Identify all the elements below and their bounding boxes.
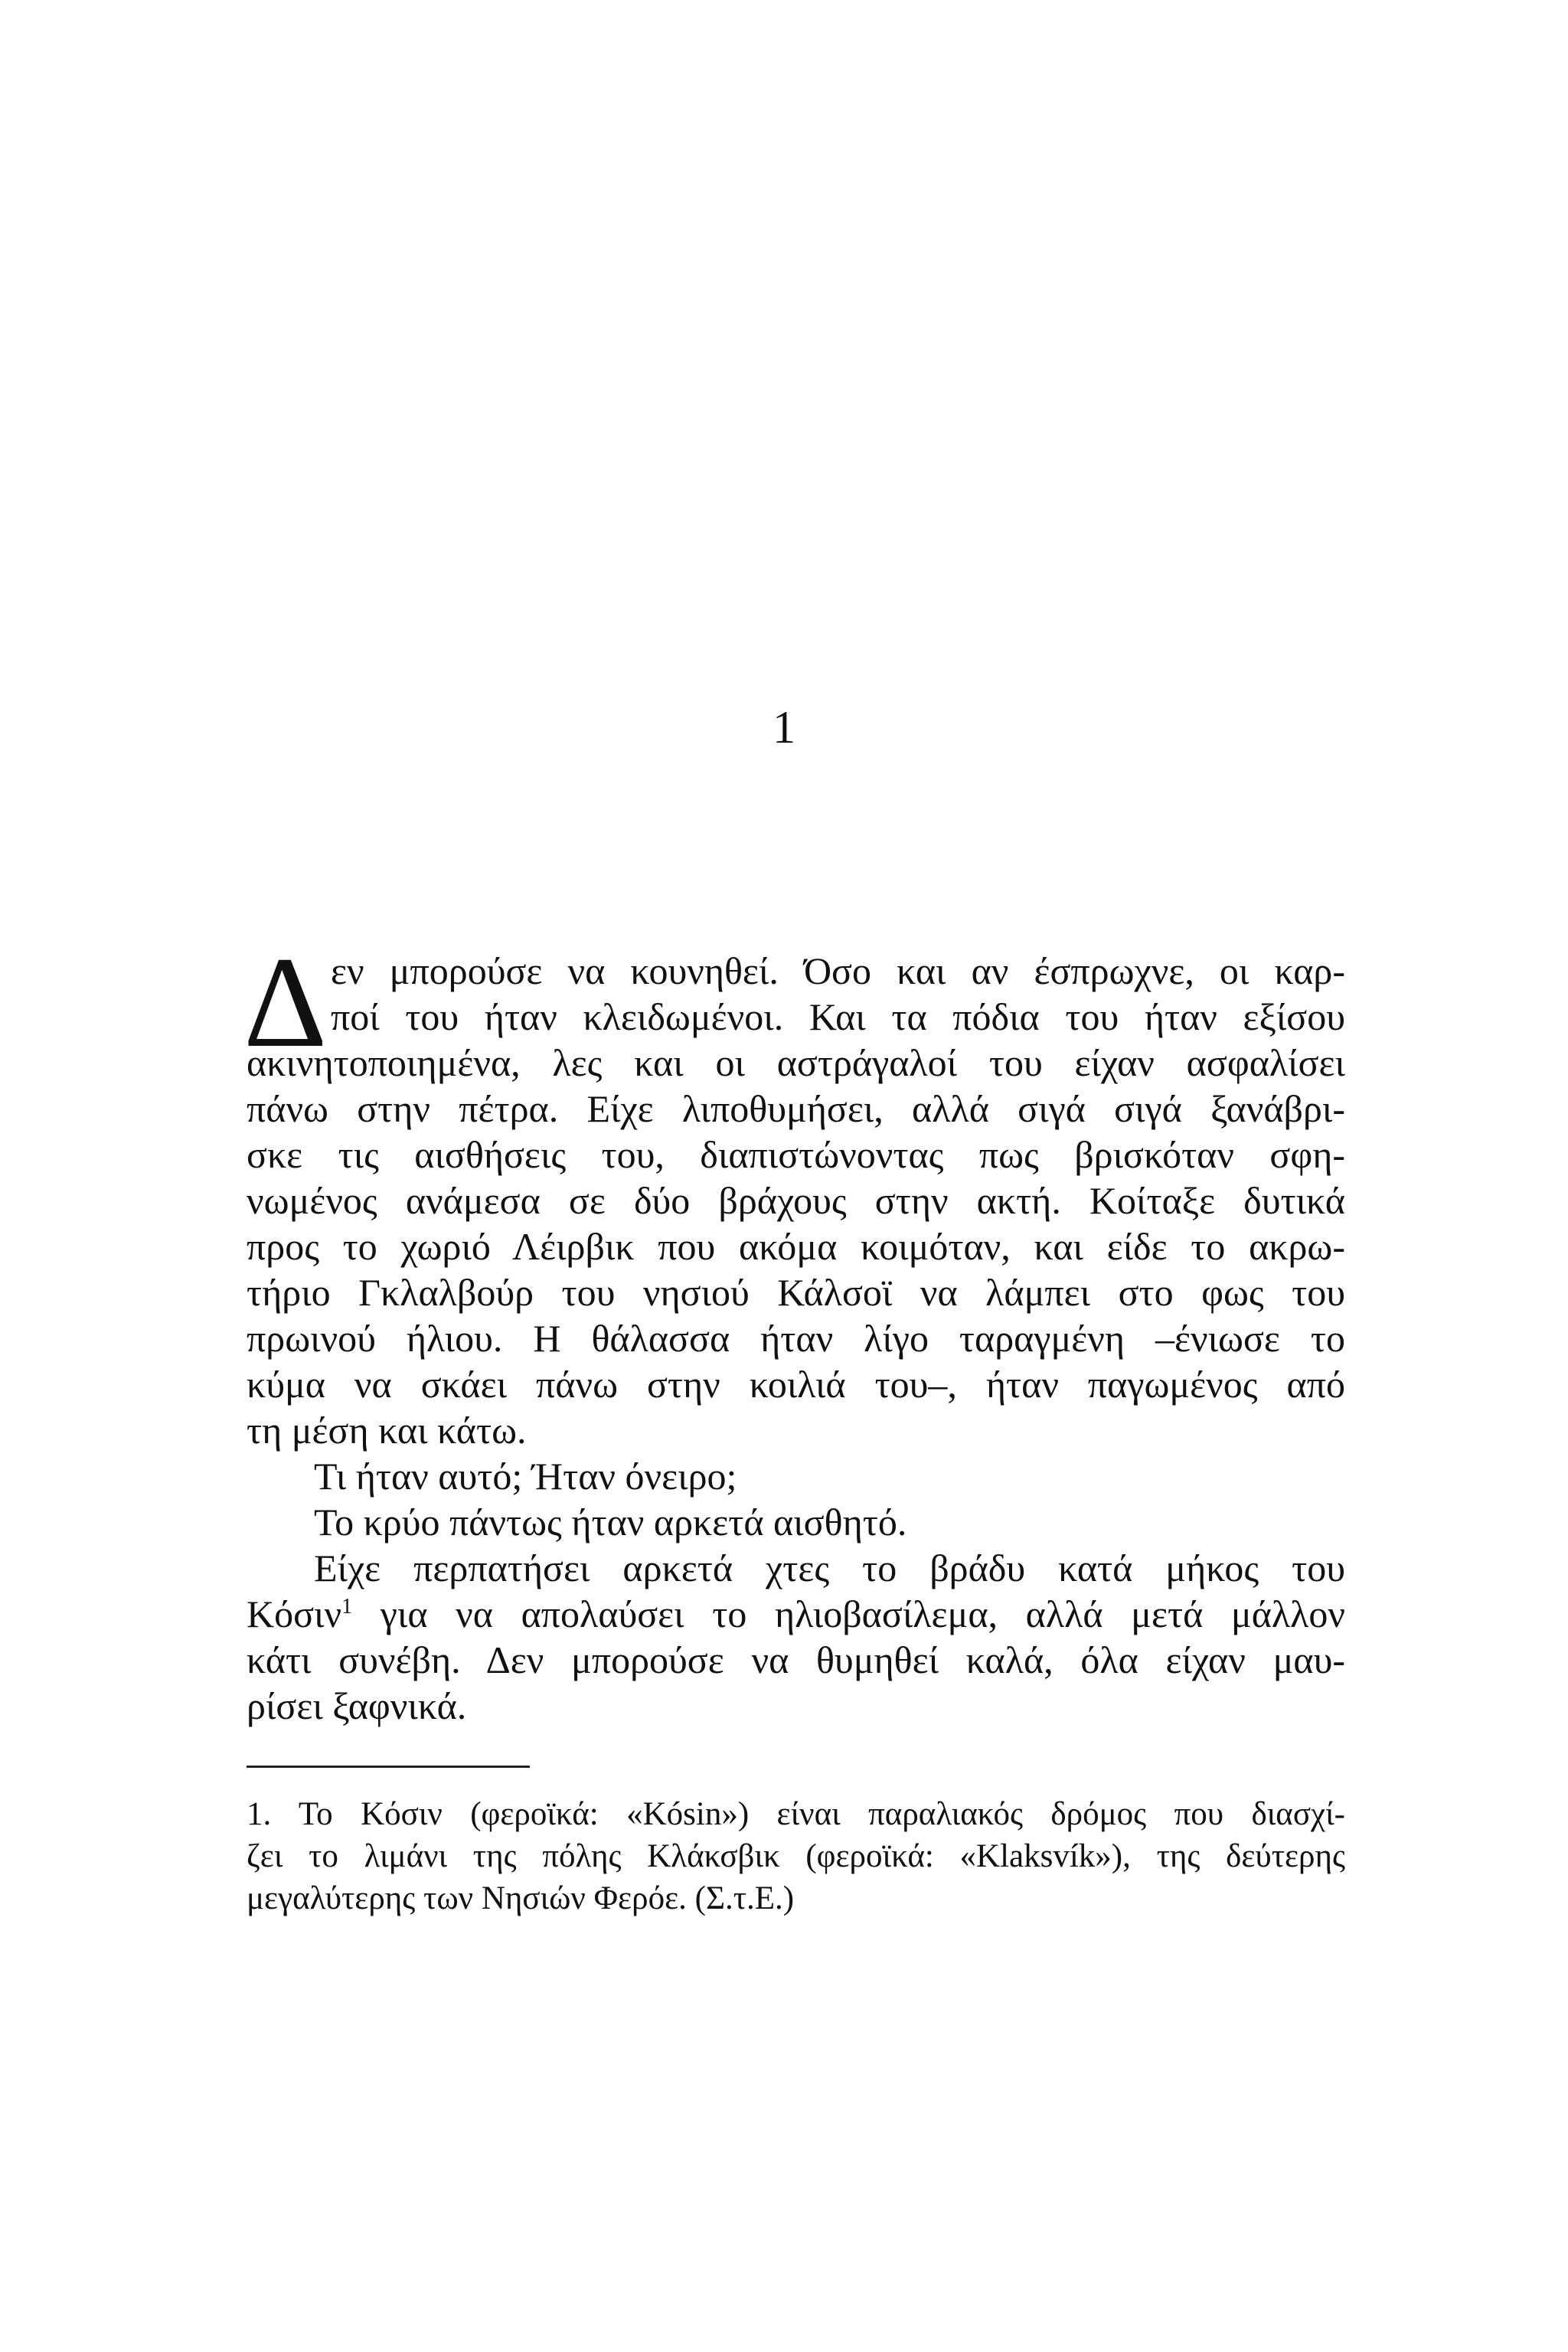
body-line: Τι ήταν αυτό; Ήταν όνειρο; bbox=[314, 1455, 737, 1498]
drop-cap: Δ bbox=[243, 930, 328, 1074]
footnote-line: ζει το λιμάνι της πόλης Κλάκσβικ (φεροϊκά: «Klaksvík»), της δεύτερης bbox=[247, 1838, 1345, 1874]
body-line: προς το χωριό Λέιρβικ που ακόμα κοιμόταν, και είδε το ακρω- bbox=[247, 1225, 1345, 1268]
chapter-number: 1 bbox=[773, 702, 795, 753]
body-line: σκε τις αισθήσεις του, διαπιστώνοντας πως βρισκόταν σφη- bbox=[247, 1133, 1345, 1176]
body-line: ποί του ήταν κλειδωμένοι. Και τα πόδια του ήταν εξίσου bbox=[331, 995, 1345, 1038]
body-line: κύμα να σκάει πάνω στην κοιλιά του–, ήταν παγωμένος από bbox=[247, 1363, 1345, 1406]
footnote-divider bbox=[247, 1766, 530, 1768]
body-line: Είχε περπατήσει αρκετά χτες το βράδυ κατά μήκος του bbox=[314, 1547, 1345, 1589]
body-line: νωμένος ανάμεσα σε δύο βράχους στην ακτή. Κοίταξε δυτικά bbox=[247, 1179, 1345, 1222]
body-line: ακινητοποιημένα, λες και οι αστράγαλοί του είχαν ασφαλίσει bbox=[247, 1041, 1345, 1084]
body-line: πρωινού ήλιου. Η θάλασσα ήταν λίγο ταραγμένη –ένιωσε το bbox=[247, 1317, 1345, 1360]
body-line-with-footnote-ref bbox=[247, 1591, 1345, 1637]
body-line-start: Κόσιν bbox=[247, 1592, 342, 1635]
body-line: Το κρύο πάντως ήταν αρκετά αισθητό. bbox=[314, 1501, 907, 1544]
body-line: κάτι συνέβη. Δεν μπορούσε να θυμηθεί καλά, όλα είχαν μαυ- bbox=[247, 1638, 1345, 1681]
body-line: εν μπορούσε να κουνηθεί. Όσο και αν έσπρωχνε, οι καρ- bbox=[331, 949, 1345, 992]
body-line: πάνω στην πέτρα. Είχε λιποθυμήσει, αλλά σιγά σιγά ξανάβρι- bbox=[247, 1087, 1345, 1130]
footnote-line: μεγαλύτερης των Νησιών Φερόε. (Σ.τ.Ε.) bbox=[247, 1880, 795, 1916]
body-line: ρίσει ξαφνικά. bbox=[247, 1684, 467, 1727]
body-line: τη μέση και κάτω. bbox=[247, 1409, 527, 1452]
footnote-reference: 1 bbox=[341, 1595, 353, 1619]
body-line: τήριο Γκλαλβούρ του νησιού Κάλσοϊ να λάμπει στο φως του bbox=[247, 1271, 1345, 1314]
body-line-rest: για να απολαύσει το ηλιοβασίλεμα, αλλά μετά μάλλον bbox=[380, 1592, 1345, 1635]
footnote-line: 1. Το Κόσιν (φεροϊκά: «Kósin») είναι παραλιακός δρόμος που διασχί- bbox=[247, 1796, 1345, 1832]
